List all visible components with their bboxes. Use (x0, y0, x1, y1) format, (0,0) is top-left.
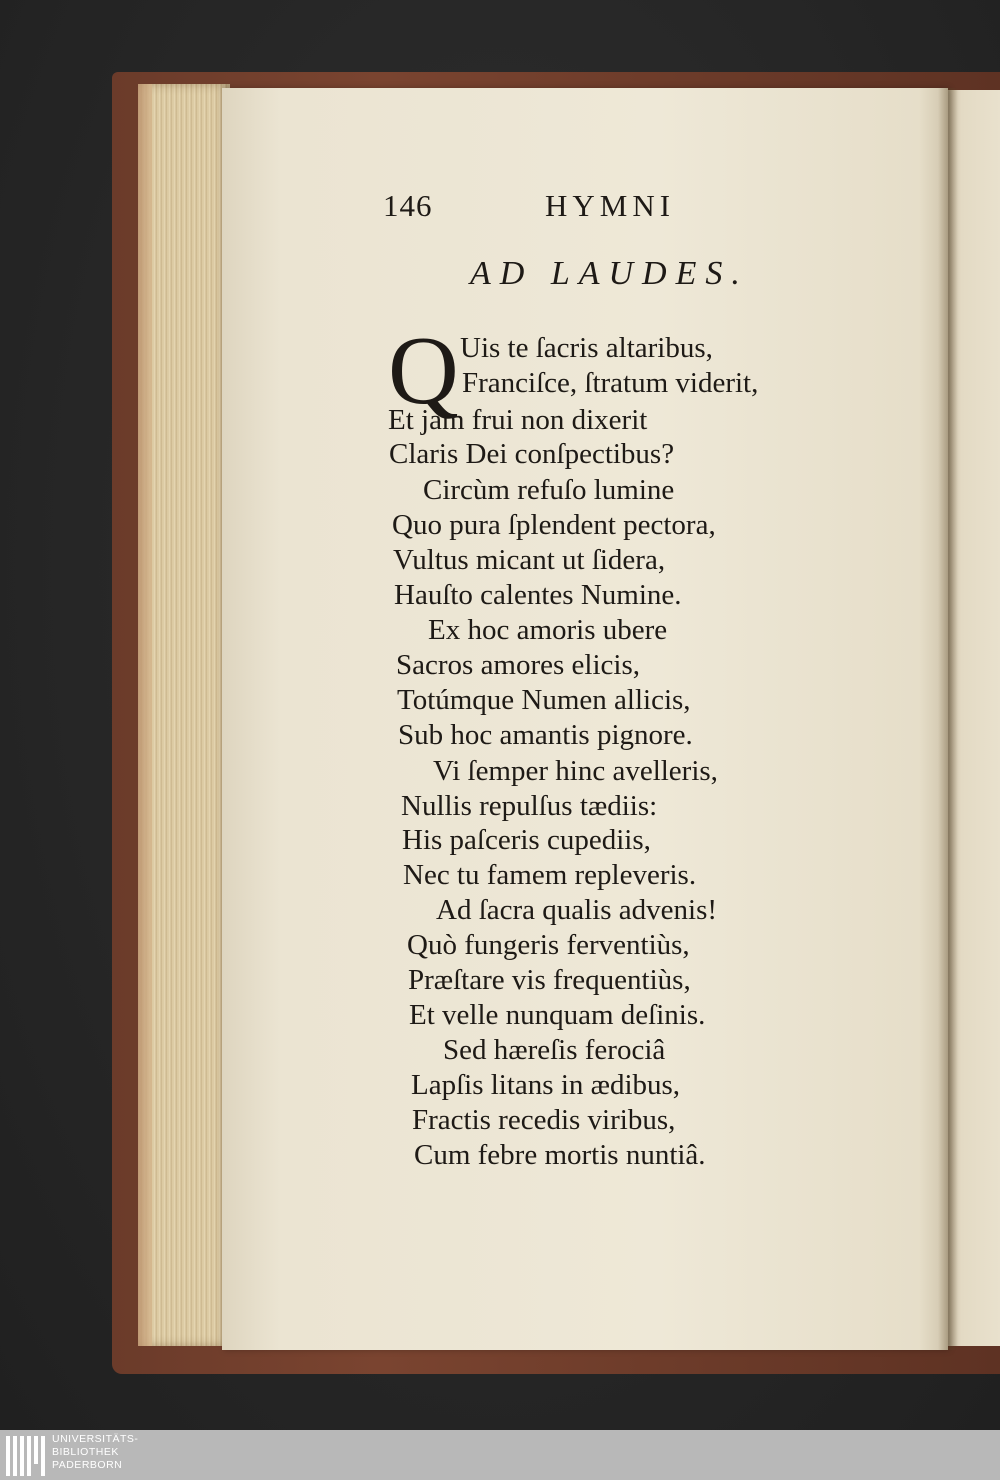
library-line: PADERBORN (52, 1459, 123, 1471)
verse-line: Ad ſacra qualis advenis! (436, 894, 718, 926)
verse-line: Vultus micant ut ſidera, (393, 544, 666, 576)
verse-line: Lapſis litans in ædibus, (411, 1069, 681, 1101)
verse-line: Vi ſemper hinc avelleris, (433, 755, 718, 787)
verse-line: Franciſce, ſtratum viderit, (462, 367, 759, 399)
verse-line: Et jam frui non dixerit (388, 404, 648, 436)
verse-line: Quò fungeris ferventiùs, (407, 929, 690, 961)
verse-line: Nec tu famem repleveris. (403, 859, 697, 891)
verse-line: His paſceris cupediis, (402, 824, 651, 856)
running-header (383, 188, 713, 232)
library-footer-bar (0, 1430, 1000, 1480)
library-logo-icon (6, 1436, 46, 1476)
show-through-text (860, 190, 945, 1190)
verse-line: Ex hoc amoris ubere (428, 614, 668, 646)
verse-line: Quo pura ſplendent pectora, (392, 509, 716, 541)
verse-line: Hauſto calentes Numine. (394, 579, 682, 611)
verse-line: Fractis recedis viribus, (412, 1104, 676, 1136)
verse-line: Uis te ſacris altaribus, (460, 332, 713, 364)
verse-line: Sed hæreſis ferociâ (443, 1034, 666, 1066)
page-number: 146 (383, 188, 433, 223)
verse-line: Cum febre mortis nuntiâ. (414, 1139, 706, 1171)
library-name (52, 1433, 138, 1472)
hymn-title: AD LAUDES. (470, 255, 749, 292)
page-edges (138, 84, 230, 1346)
drop-cap: Q (388, 317, 459, 425)
verse-line: Totúmque Numen allicis, (397, 684, 691, 716)
library-line: BIBLIOTHEK (52, 1446, 119, 1458)
verse-line: Præſtare vis frequentiùs, (408, 964, 691, 996)
verse-line: Et velle nunquam deſinis. (409, 999, 706, 1031)
verse-line: Sub hoc amantis pignore. (398, 719, 693, 751)
verse-line: Claris Dei conſpectibus? (389, 438, 675, 470)
verse-line: Circùm refuſo lumine (423, 474, 675, 506)
verse-line: Sacros amores elicis, (396, 649, 641, 681)
running-head-title: HYMNI (545, 188, 676, 223)
library-line: UNIVERSITÄTS- (52, 1433, 139, 1445)
verse-line: Nullis repulſus tædiis: (401, 790, 658, 822)
